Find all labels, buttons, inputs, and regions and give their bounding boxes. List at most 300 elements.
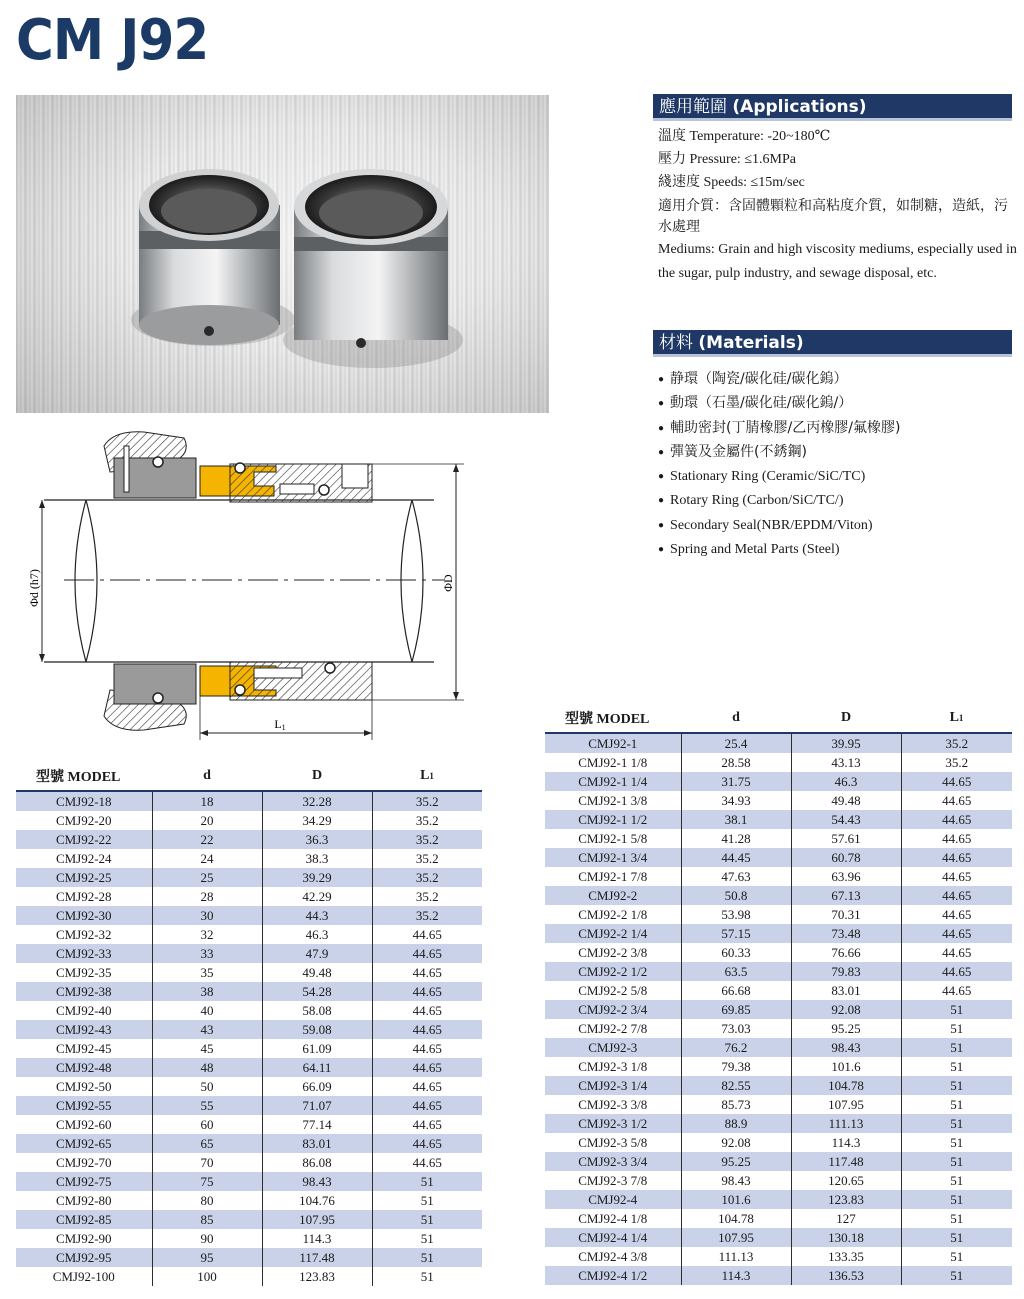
table-row (545, 753, 1012, 772)
cell-d: 65 (152, 1134, 262, 1153)
cell-D: 127 (791, 1209, 901, 1228)
cell-D: 39.95 (791, 733, 901, 753)
cell-D: 36.3 (262, 830, 372, 849)
table-row (16, 887, 482, 906)
table-row (545, 733, 1012, 753)
cell-d: 88.9 (681, 1114, 791, 1133)
cell-model: CMJ92-38 (16, 982, 152, 1001)
table-row (545, 1247, 1012, 1266)
cell-L1: 51 (901, 1076, 1012, 1095)
cell-L1: 51 (901, 1019, 1012, 1038)
table-row (545, 1076, 1012, 1095)
spec-table-metric (16, 762, 482, 1286)
material-item: ● 静環（陶瓷/碳化硅/碳化鎢） (658, 371, 848, 387)
table-row (545, 791, 1012, 810)
table-row (16, 868, 482, 887)
cell-model: CMJ92-2 5/8 (545, 981, 681, 1000)
cell-L1: 44.65 (901, 810, 1012, 829)
cell-L1: 35.2 (372, 906, 482, 925)
cell-D: 83.01 (791, 981, 901, 1000)
table-row (545, 924, 1012, 943)
cell-L1: 35.2 (372, 811, 482, 830)
cell-L1: 35.2 (372, 830, 482, 849)
cell-d: 25 (152, 868, 262, 887)
cell-d: 76.2 (681, 1038, 791, 1057)
cell-D: 67.13 (791, 886, 901, 905)
cell-L1: 44.65 (372, 1153, 482, 1172)
cell-model: CMJ92-2 1/2 (545, 962, 681, 981)
cell-model: CMJ92-60 (16, 1115, 152, 1134)
cell-D: 104.76 (262, 1191, 372, 1210)
cell-model: CMJ92-50 (16, 1077, 152, 1096)
table-row (16, 1077, 482, 1096)
cell-D: 49.48 (262, 963, 372, 982)
table-row (16, 1096, 482, 1115)
table-row (545, 1133, 1012, 1152)
cell-d: 50 (152, 1077, 262, 1096)
cell-L1: 44.65 (901, 848, 1012, 867)
spec-table-imperial (545, 704, 1012, 1285)
cell-D: 107.95 (791, 1095, 901, 1114)
cell-D: 83.01 (262, 1134, 372, 1153)
cell-d: 45 (152, 1039, 262, 1058)
cell-D: 71.07 (262, 1096, 372, 1115)
cell-L1: 44.65 (372, 1001, 482, 1020)
table-row (545, 1000, 1012, 1019)
cell-d: 63.5 (681, 962, 791, 981)
cell-model: CMJ92-22 (16, 830, 152, 849)
cell-model: CMJ92-1 1/8 (545, 753, 681, 772)
cell-D: 49.48 (791, 791, 901, 810)
cell-D: 46.3 (262, 925, 372, 944)
dimension-L-label: L (274, 717, 282, 731)
cell-L1: 44.65 (901, 924, 1012, 943)
table-row (16, 1134, 482, 1153)
header-L1: L1 (949, 710, 964, 725)
cell-L1: 44.65 (372, 1077, 482, 1096)
material-item: ● Secondary Seal(NBR/EPDM/Viton) (658, 517, 873, 533)
cell-D: 92.08 (791, 1000, 901, 1019)
table-row (16, 944, 482, 963)
cell-d: 41.28 (681, 829, 791, 848)
cell-d: 98.43 (681, 1171, 791, 1190)
cell-L1: 44.65 (901, 981, 1012, 1000)
cell-d: 100 (152, 1267, 262, 1286)
cell-L1: 51 (901, 1057, 1012, 1076)
cell-L1: 44.65 (372, 1039, 482, 1058)
cell-d: 47.63 (681, 867, 791, 886)
table-row (16, 849, 482, 868)
cell-L1: 51 (901, 1152, 1012, 1171)
table-row (16, 1001, 482, 1020)
header-D: D (840, 710, 852, 725)
table-row (545, 1228, 1012, 1247)
cell-L1: 44.65 (901, 829, 1012, 848)
cell-model: CMJ92-75 (16, 1172, 152, 1191)
cell-D: 44.3 (262, 906, 372, 925)
applications-list (658, 125, 1020, 286)
cell-d: 50.8 (681, 886, 791, 905)
cell-L1: 51 (372, 1172, 482, 1191)
cell-L1: 51 (901, 1190, 1012, 1209)
cell-L1: 44.65 (901, 791, 1012, 810)
cell-d: 35 (152, 963, 262, 982)
table-row (545, 1171, 1012, 1190)
cell-d: 95 (152, 1248, 262, 1267)
cell-model: CMJ92-1 1/4 (545, 772, 681, 791)
table-row (545, 810, 1012, 829)
cell-model: CMJ92-80 (16, 1191, 152, 1210)
table-row (16, 1020, 482, 1039)
cell-model: CMJ92-25 (16, 868, 152, 887)
cell-d: 34.93 (681, 791, 791, 810)
cell-D: 38.3 (262, 849, 372, 868)
table-row (545, 829, 1012, 848)
header-L1: L1 (420, 768, 434, 783)
table-row (545, 962, 1012, 981)
table-row (16, 1172, 482, 1191)
cell-D: 117.48 (791, 1152, 901, 1171)
cell-L1: 44.65 (901, 772, 1012, 791)
cell-D: 98.43 (262, 1172, 372, 1191)
cell-D: 86.08 (262, 1153, 372, 1172)
table-row (545, 886, 1012, 905)
cell-D: 104.78 (791, 1076, 901, 1095)
cell-D: 107.95 (262, 1210, 372, 1229)
cell-D: 34.29 (262, 811, 372, 830)
cell-L1: 44.65 (901, 943, 1012, 962)
cell-model: CMJ92-35 (16, 963, 152, 982)
cell-L1: 44.65 (372, 982, 482, 1001)
cell-model: CMJ92-3 3/4 (545, 1152, 681, 1171)
cell-L1: 51 (901, 1247, 1012, 1266)
cell-D: 114.3 (791, 1133, 901, 1152)
cell-model: CMJ92-4 1/8 (545, 1209, 681, 1228)
cell-D: 32.28 (262, 791, 372, 811)
cell-d: 24 (152, 849, 262, 868)
cell-D: 101.6 (791, 1057, 901, 1076)
speed-line: 綫速度 Speeds: ≤15m/sec (658, 174, 805, 190)
cell-d: 28 (152, 887, 262, 906)
cell-model: CMJ92-100 (16, 1267, 152, 1286)
table-row (545, 1095, 1012, 1114)
cell-d: 30 (152, 906, 262, 925)
cell-L1: 51 (372, 1210, 482, 1229)
cell-model: CMJ92-3 1/4 (545, 1076, 681, 1095)
cell-D: 76.66 (791, 943, 901, 962)
dimension-d-label: Φd (h7) (27, 569, 41, 607)
table-row (16, 1267, 482, 1286)
cell-D: 111.13 (791, 1114, 901, 1133)
cell-d: 85 (152, 1210, 262, 1229)
header-d: d (732, 710, 740, 725)
cell-model: CMJ92-95 (16, 1248, 152, 1267)
cell-model: CMJ92-2 1/8 (545, 905, 681, 924)
table-header-row (16, 762, 482, 791)
cell-L1: 35.2 (901, 733, 1012, 753)
table-row (16, 811, 482, 830)
cell-model: CMJ92-30 (16, 906, 152, 925)
cell-d: 40 (152, 1001, 262, 1020)
cell-d: 92.08 (681, 1133, 791, 1152)
cell-D: 79.83 (791, 962, 901, 981)
cell-L1: 44.65 (372, 925, 482, 944)
materials-list (658, 368, 900, 562)
table-row (545, 1114, 1012, 1133)
cell-D: 77.14 (262, 1115, 372, 1134)
cell-D: 117.48 (262, 1248, 372, 1267)
cell-L1: 35.2 (372, 868, 482, 887)
cell-D: 42.29 (262, 887, 372, 906)
cell-D: 64.11 (262, 1058, 372, 1077)
cell-L1: 51 (901, 1133, 1012, 1152)
cell-D: 130.18 (791, 1228, 901, 1247)
cell-D: 59.08 (262, 1020, 372, 1039)
cell-d: 95.25 (681, 1152, 791, 1171)
page-title: CM J92 (16, 8, 209, 73)
cell-d: 90 (152, 1229, 262, 1248)
cell-L1: 35.2 (372, 887, 482, 906)
cell-d: 75 (152, 1172, 262, 1191)
cell-model: CMJ92-3 3/8 (545, 1095, 681, 1114)
table-row (545, 943, 1012, 962)
product-photo (16, 95, 549, 413)
cell-D: 98.43 (791, 1038, 901, 1057)
cell-D: 136.53 (791, 1266, 901, 1285)
cell-d: 60 (152, 1115, 262, 1134)
seal-illustration (16, 95, 549, 413)
cell-D: 123.83 (262, 1267, 372, 1286)
cell-d: 104.78 (681, 1209, 791, 1228)
cell-L1: 51 (372, 1191, 482, 1210)
table-row (16, 1229, 482, 1248)
table-row (545, 1019, 1012, 1038)
cell-L1: 51 (372, 1267, 482, 1286)
applications-heading: 應用範圍 (Applications) (653, 94, 1012, 121)
dimension-D-label: ΦD (441, 574, 455, 592)
cell-d: 70 (152, 1153, 262, 1172)
cell-d: 38.1 (681, 810, 791, 829)
table-row (545, 772, 1012, 791)
cell-D: 70.31 (791, 905, 901, 924)
cell-L1: 51 (901, 1228, 1012, 1247)
cell-model: CMJ92-2 7/8 (545, 1019, 681, 1038)
cell-model: CMJ92-85 (16, 1210, 152, 1229)
cell-model: CMJ92-2 (545, 886, 681, 905)
cell-D: 120.65 (791, 1171, 901, 1190)
cell-D: 114.3 (262, 1229, 372, 1248)
cell-d: 73.03 (681, 1019, 791, 1038)
cell-L1: 44.65 (372, 1134, 482, 1153)
table-row (16, 830, 482, 849)
cell-model: CMJ92-90 (16, 1229, 152, 1248)
cell-d: 57.15 (681, 924, 791, 943)
pressure-line: 壓力 Pressure: ≤1.6MPa (658, 151, 796, 167)
cell-model: CMJ92-48 (16, 1058, 152, 1077)
cell-model: CMJ92-4 1/4 (545, 1228, 681, 1247)
cell-d: 53.98 (681, 905, 791, 924)
cell-D: 73.48 (791, 924, 901, 943)
cell-model: CMJ92-3 (545, 1038, 681, 1057)
cell-model: CMJ92-4 3/8 (545, 1247, 681, 1266)
table-row (545, 1038, 1012, 1057)
cell-d: 111.13 (681, 1247, 791, 1266)
cell-model: CMJ92-1 1/2 (545, 810, 681, 829)
cell-D: 57.61 (791, 829, 901, 848)
cell-L1: 44.65 (901, 886, 1012, 905)
cell-model: CMJ92-55 (16, 1096, 152, 1115)
cell-d: 107.95 (681, 1228, 791, 1247)
cell-model: CMJ92-1 3/8 (545, 791, 681, 810)
table-row (16, 982, 482, 1001)
cell-d: 43 (152, 1020, 262, 1039)
cell-model: CMJ92-65 (16, 1134, 152, 1153)
table-header-row (545, 704, 1012, 733)
cell-model: CMJ92-3 5/8 (545, 1133, 681, 1152)
cell-D: 58.08 (262, 1001, 372, 1020)
table-row (545, 1190, 1012, 1209)
table-row (16, 925, 482, 944)
table-row (16, 1210, 482, 1229)
cell-L1: 44.65 (372, 1096, 482, 1115)
cell-d: 33 (152, 944, 262, 963)
cell-model: CMJ92-32 (16, 925, 152, 944)
cell-d: 80 (152, 1191, 262, 1210)
cell-L1: 44.65 (372, 1058, 482, 1077)
cell-D: 63.96 (791, 867, 901, 886)
dimension-L-sub: 1 (281, 723, 286, 732)
cell-D: 39.29 (262, 868, 372, 887)
mediums-cn-line: 適用介質：含固體顆粒和高粘度介質，如制糖，造紙，污水處理 (658, 198, 1008, 235)
table-row (16, 1248, 482, 1267)
cell-d: 79.38 (681, 1057, 791, 1076)
cell-d: 101.6 (681, 1190, 791, 1209)
cell-D: 54.43 (791, 810, 901, 829)
cell-d: 20 (152, 811, 262, 830)
table-row (545, 867, 1012, 886)
table-row (16, 1191, 482, 1210)
cell-D: 61.09 (262, 1039, 372, 1058)
table-row (545, 981, 1012, 1000)
header-model: 型號 MODEL (565, 712, 650, 727)
temperature-line: 溫度 Temperature: -20~180℃ (658, 128, 831, 144)
table-row (16, 1058, 482, 1077)
cell-d: 69.85 (681, 1000, 791, 1019)
cell-L1: 44.65 (372, 1020, 482, 1039)
cell-L1: 51 (372, 1248, 482, 1267)
cell-model: CMJ92-40 (16, 1001, 152, 1020)
cell-d: 114.3 (681, 1266, 791, 1285)
table-row (545, 1057, 1012, 1076)
cell-model: CMJ92-2 3/4 (545, 1000, 681, 1019)
table-row (545, 848, 1012, 867)
cell-model: CMJ92-28 (16, 887, 152, 906)
table-row (16, 791, 482, 811)
table-row (545, 1266, 1012, 1285)
cell-model: CMJ92-1 (545, 733, 681, 753)
cell-L1: 35.2 (901, 753, 1012, 772)
table-row (16, 1039, 482, 1058)
cell-L1: 35.2 (372, 791, 482, 811)
material-item: ● 彈簧及金屬件(不銹鋼) (658, 443, 807, 460)
cell-d: 66.68 (681, 981, 791, 1000)
cell-L1: 51 (372, 1229, 482, 1248)
material-item: ● 動環（石墨/碳化硅/碳化鎢/） (658, 395, 853, 412)
cell-D: 46.3 (791, 772, 901, 791)
cell-L1: 51 (901, 1038, 1012, 1057)
cell-L1: 44.65 (372, 1115, 482, 1134)
cell-L1: 44.65 (372, 944, 482, 963)
cell-d: 85.73 (681, 1095, 791, 1114)
cell-D: 95.25 (791, 1019, 901, 1038)
cell-model: CMJ92-43 (16, 1020, 152, 1039)
materials-heading: 材料 (Materials) (653, 330, 1012, 357)
cell-model: CMJ92-4 1/2 (545, 1266, 681, 1285)
cell-L1: 51 (901, 1095, 1012, 1114)
cell-model: CMJ92-70 (16, 1153, 152, 1172)
cell-d: 32 (152, 925, 262, 944)
cell-model: CMJ92-33 (16, 944, 152, 963)
cell-model: CMJ92-3 1/8 (545, 1057, 681, 1076)
cell-d: 25.4 (681, 733, 791, 753)
cell-d: 44.45 (681, 848, 791, 867)
cell-L1: 51 (901, 1000, 1012, 1019)
cell-model: CMJ92-18 (16, 791, 152, 811)
cell-model: CMJ92-2 3/8 (545, 943, 681, 962)
table-row (16, 963, 482, 982)
cell-d: 55 (152, 1096, 262, 1115)
cross-section-diagram (24, 428, 474, 748)
mediums-en-line: Mediums: Grain and high viscosity mediums, especially used in the sugar, pulp industry, and sewage disposal, etc. (658, 242, 1017, 281)
header-d: d (203, 768, 211, 783)
cell-L1: 44.65 (901, 905, 1012, 924)
cell-model: CMJ92-1 3/4 (545, 848, 681, 867)
cell-D: 60.78 (791, 848, 901, 867)
table-row (545, 1209, 1012, 1228)
cell-model: CMJ92-45 (16, 1039, 152, 1058)
cell-model: CMJ92-20 (16, 811, 152, 830)
cell-L1: 35.2 (372, 849, 482, 868)
header-model: 型號 MODEL (36, 770, 121, 785)
cell-D: 123.83 (791, 1190, 901, 1209)
material-item: ● Stationary Ring (Ceramic/SiC/TC) (658, 469, 866, 485)
cell-D: 133.35 (791, 1247, 901, 1266)
cell-L1: 51 (901, 1209, 1012, 1228)
cell-D: 43.13 (791, 753, 901, 772)
material-item: ● Spring and Metal Parts (Steel) (658, 542, 840, 558)
cell-D: 47.9 (262, 944, 372, 963)
cell-model: CMJ92-1 7/8 (545, 867, 681, 886)
table-row (16, 1153, 482, 1172)
cell-model: CMJ92-3 1/2 (545, 1114, 681, 1133)
table-row (16, 1115, 482, 1134)
cell-L1: 51 (901, 1171, 1012, 1190)
cell-d: 18 (152, 791, 262, 811)
svg-text:L1 (274, 717, 285, 732)
table-row (545, 1152, 1012, 1171)
table-row (16, 906, 482, 925)
header-D: D (311, 768, 323, 783)
cell-model: CMJ92-4 (545, 1190, 681, 1209)
cell-L1: 44.65 (901, 867, 1012, 886)
cell-d: 28.58 (681, 753, 791, 772)
material-item: ● Rotary Ring (Carbon/SiC/TC/) (658, 493, 844, 509)
cell-d: 31.75 (681, 772, 791, 791)
cell-d: 38 (152, 982, 262, 1001)
cell-model: CMJ92-1 5/8 (545, 829, 681, 848)
cell-D: 54.28 (262, 982, 372, 1001)
cell-d: 60.33 (681, 943, 791, 962)
